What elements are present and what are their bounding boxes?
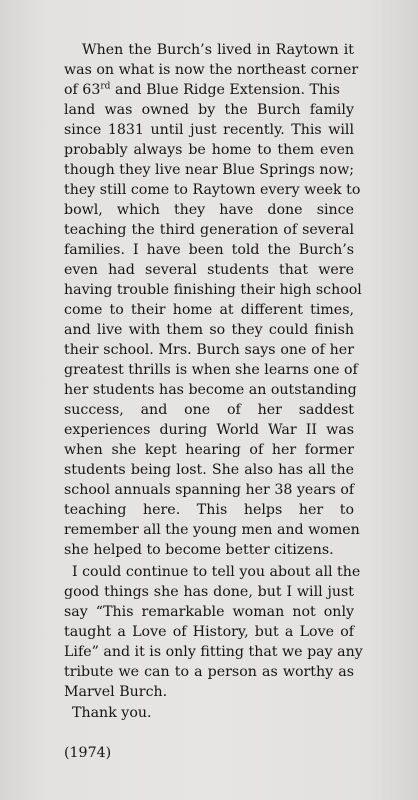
text-line: since 1831 until just recently. This will [64,122,354,138]
text-line: though they live near Blue Springs now; [64,162,355,178]
text-line: was on what is now the northeast corner [64,62,359,78]
text-line: and live with them so they could finish [64,322,354,338]
text-line: teaching here. This helps her to [64,502,354,518]
text-line: say “This remarkable woman not only [64,604,354,620]
text-line: she helped to become better citizens. [64,542,334,558]
ordinal-suffix: rd [100,81,111,92]
text-line: even had several students that were [64,262,354,278]
text-line: tribute we can to a person as worthy as [64,664,354,680]
closing-line: Thank you. [72,705,152,721]
text-line: When the Burch’s lived in Raytown it [82,42,354,58]
text-line: they still come to Raytown every week to [64,182,361,198]
text-line: Life” and it is only fitting that we pay any [64,644,363,660]
text-line: their school. Mrs. Burch says one of her [64,342,354,358]
text-line: her students has become an outstanding [64,382,357,398]
text-line: taught a Love of History, but a Love of [64,624,354,640]
text-line: probably always be home to them even [64,142,354,158]
text-line: greatest thrills is when she learns one of [64,362,358,378]
text-line: teaching the third generation of several [64,222,354,238]
text-line [64,80,354,100]
text-line: having trouble finishing their high school [64,282,362,298]
text-line: school annuals spanning her 38 years of [64,482,355,498]
text-line: land was owned by the Burch family [64,102,354,118]
text-line: bowl, which they have done since [64,202,354,218]
text-line: remember all the young men and women [64,522,360,538]
text-line: success, and one of her saddest [64,402,354,418]
text-line: students being lost. She also has all the [64,462,354,478]
text-line: come to their home at different times, [64,302,354,318]
text-line: good things she has done, but I will just [64,584,354,600]
year-label: (1974) [64,745,112,761]
text-fragment: of 63 [64,82,101,98]
text-fragment: and Blue Ridge Extension. This [110,82,340,98]
text-line: experiences during World War II was [64,422,354,438]
text-line: families. I have been told the Burch’s [64,242,354,258]
text-line: Marvel Burch. [64,684,168,700]
text-line: I could continue to tell you about all the [72,564,361,580]
text-line: when she kept hearing of her former [64,442,354,458]
